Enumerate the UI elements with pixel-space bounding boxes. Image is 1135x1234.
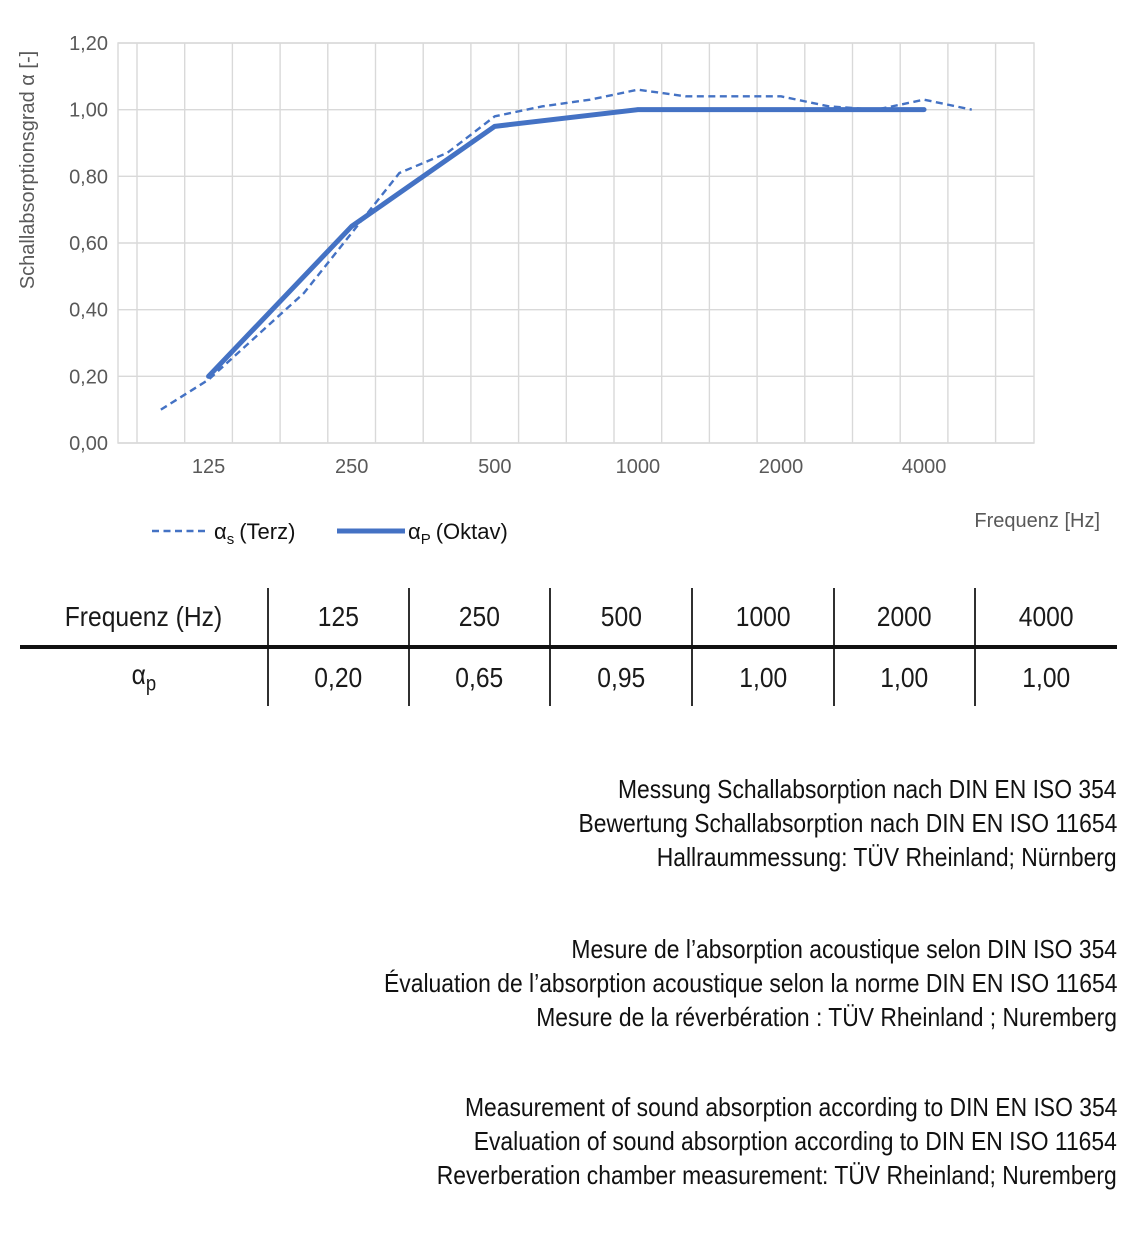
legend-label-oktav [408, 519, 508, 548]
legend-series-name: (Terz) [239, 519, 296, 544]
legend-alpha-sub: s [226, 531, 235, 548]
note-line: Messung Schallabsorption nach DIN EN ISO 354 [618, 774, 1117, 804]
table-value-cell: 1,00 [692, 647, 834, 706]
notes-german [505, 772, 1117, 874]
legend-alpha: α [214, 519, 227, 544]
x-tick-label: 500 [478, 456, 512, 478]
table-header-cell: 125 [268, 588, 409, 647]
table-header-label: Frequenz (Hz) [20, 588, 268, 647]
y-axis-title: Schallabsorptionsgrad α [-] [17, 50, 39, 290]
y-tick-label: 0,20 [69, 366, 108, 389]
table-row-label-alpha-p: $\alpha_p$ [131, 658, 156, 696]
y-tick-label: 0,00 [69, 433, 108, 455]
x-tick-label: 4000 [901, 456, 947, 478]
notes-french [284, 932, 1117, 1034]
note-line: Évaluation de l’absorption acoustique selon la norme DIN EN ISO 11654 [383, 968, 1117, 998]
x-tick-label: 250 [335, 456, 369, 478]
table-header-cell: 1000 [692, 588, 834, 647]
table-value-cell: 1,00 [834, 647, 975, 706]
table-value-cell: 0,20 [268, 647, 409, 706]
legend-alpha: α [408, 519, 421, 544]
table-value-cell: 0,95 [550, 647, 692, 706]
table-header-cell: 250 [409, 588, 550, 647]
table-value-cell: 0,65 [409, 647, 550, 706]
x-axis-title: Frequenz [Hz] [974, 510, 1100, 532]
table-value-row [20, 647, 1117, 706]
note-line: Bewertung Schallabsorption nach DIN EN ISO 11654 [578, 808, 1117, 838]
table-header-row [20, 588, 1117, 647]
x-tick-label: 125 [191, 456, 226, 478]
note-line: Mesure de l’absorption acoustique selon DIN ISO 354 [571, 934, 1117, 964]
table-header-cell: 2000 [834, 588, 975, 647]
chart-gridlines [118, 43, 1034, 443]
absorption-chart [0, 0, 1135, 575]
y-tick-label: 1,20 [69, 33, 108, 55]
chart-canvas [0, 0, 1135, 575]
legend-label-terz [214, 519, 295, 548]
note-line: Reverberation chamber measurement: TÜV Rheinland; Nuremberg [437, 1160, 1117, 1190]
note-line: Hallraummessung: TÜV Rheinland; Nürnberg [657, 842, 1117, 872]
y-tick-label: 0,80 [69, 166, 108, 189]
table-value-cell: 1,00 [975, 647, 1117, 706]
legend-alpha-sub: P [420, 531, 431, 548]
note-line: Mesure de la réverbération : TÜV Rheinland ; Nuremberg [536, 1002, 1117, 1032]
absorption-table [20, 588, 1117, 706]
x-tick-label: 1000 [615, 456, 661, 478]
notes-english [344, 1090, 1117, 1192]
note-line: Evaluation of sound absorption according to DIN EN ISO 11654 [473, 1126, 1117, 1156]
table-header-cell: 500 [550, 588, 692, 647]
y-tick-label: 0,40 [69, 299, 108, 322]
note-line: Measurement of sound absorption according to DIN EN ISO 354 [464, 1092, 1117, 1122]
x-tick-label: 2000 [758, 456, 804, 478]
y-tick-label: 1,00 [69, 99, 108, 122]
legend-series-name: (Oktav) [435, 519, 508, 544]
table-header-cell: 4000 [975, 588, 1117, 647]
chart-legend [152, 519, 508, 548]
y-tick-label: 0,60 [69, 233, 108, 255]
